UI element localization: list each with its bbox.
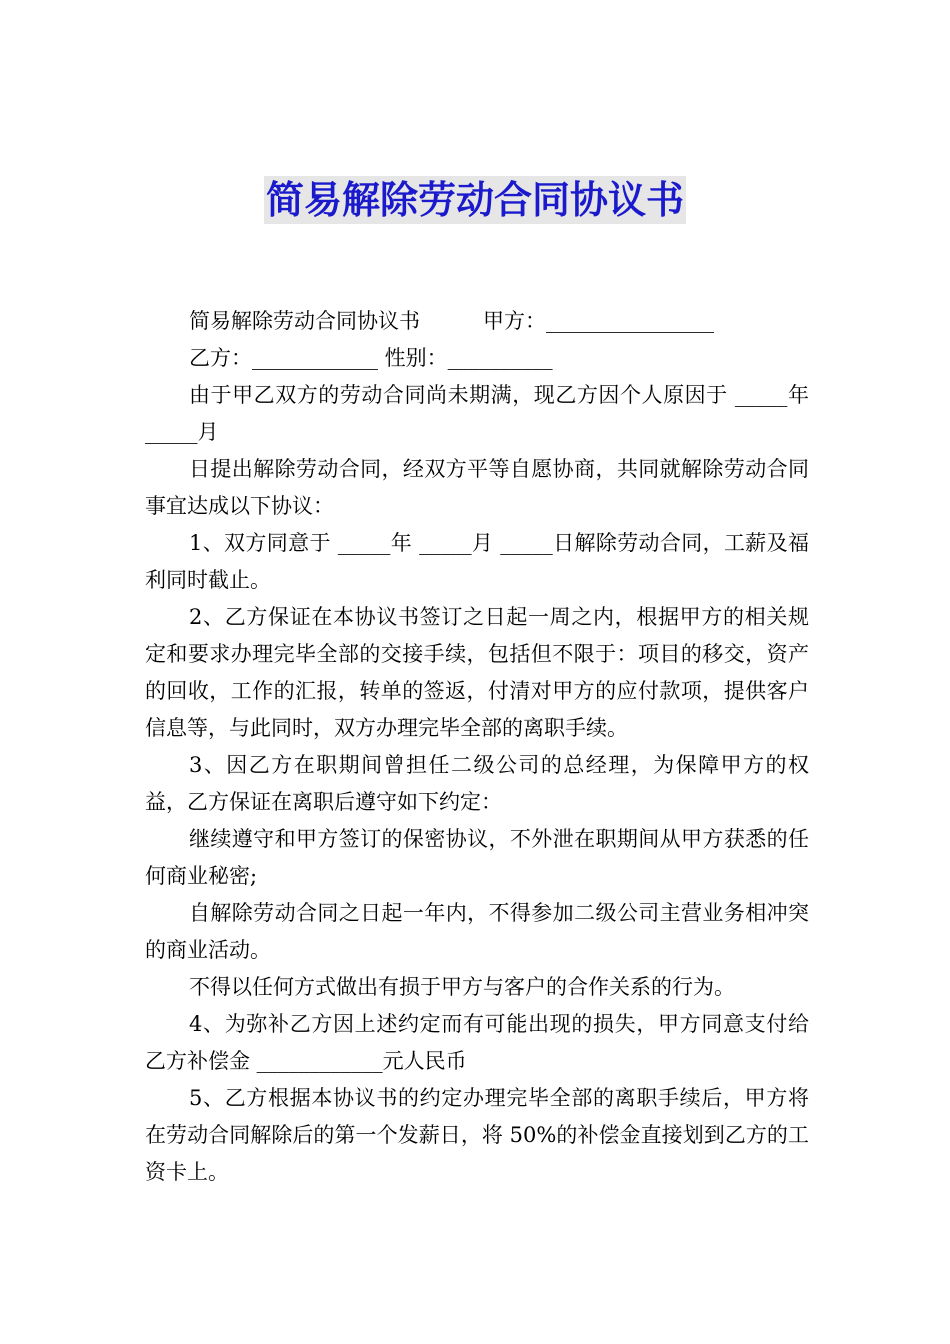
paragraph-clause-5: 5、乙方根据本协议书的约定办理完毕全部的离职手续后，甲方将在劳动合同解除后的第一个发薪日，将 50%的补偿金直接划到乙方的工资卡上。 [145,1086,809,1184]
paragraph-no-harm: 不得以任何方式做出有损于甲方与客户的合作关系的行为。 [189,975,735,999]
document-title: 简易解除劳动合同协议书 [265,178,684,222]
paragraph-clause-1: 1、双方同意于 _____年 _____月 _____日解除劳动合同，工薪及福利同时截止。 [145,531,809,592]
document-body [145,303,809,1191]
paragraph-party-b: 乙方：____________ 性别：__________ [189,346,553,370]
paragraph-clause-4: 4、为弥补乙方因上述约定而有可能出现的损失，甲方同意支付给乙方补偿金 ____________元人民币 [145,1012,809,1073]
paragraph-confidentiality: 继续遵守和甲方签订的保密协议，不外泄在职期间从甲方获悉的任何商业秘密; [145,827,809,888]
paragraph-clause-2: 2、乙方保证在本协议书签订之日起一周之内，根据甲方的相关规定和要求办理完毕全部的交接手续，包括但不限于：项目的移交，资产的回收，工作的汇报，转单的签返，付清对甲方的应付款项，提供客户信息等，与此同时，双方办理完毕全部的离职手续。 [145,605,809,740]
paragraph-header-party-a: 简易解除劳动合同协议书 甲方：________________ [189,309,714,333]
paragraph-non-compete: 自解除劳动合同之日起一年内，不得参加二级公司主营业务相冲突的商业活动。 [145,901,809,962]
paragraph-clause-3: 3、因乙方在职期间曾担任二级公司的总经理，为保障甲方的权益，乙方保证在离职后遵守如下约定： [145,753,809,814]
paragraph-agreement-intro: 日提出解除劳动合同，经双方平等自愿协商，共同就解除劳动合同事宜达成以下协议： [145,457,809,518]
title-container [0,176,950,224]
paragraph-reason: 由于甲乙双方的劳动合同尚未期满，现乙方因个人原因于 _____年 _____月 [145,383,809,444]
